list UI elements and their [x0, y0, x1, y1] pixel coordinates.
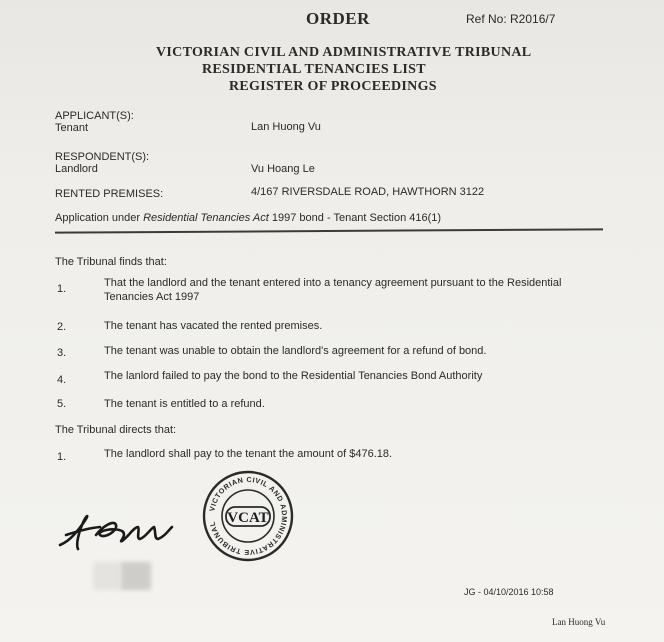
- finding-text: The lanlord failed to pay the bond to the Residential Tenancies Bond Authority: [104, 370, 483, 382]
- premises-address: 4/167 RIVERSDALE ROAD, HAWTHORN 3122: [251, 186, 485, 198]
- footer-name: Lan Huong Vu: [552, 617, 606, 627]
- act-name: Residential Tenancies Act: [143, 212, 269, 224]
- applicant-label: APPLICANT(S):: [55, 110, 134, 122]
- applicant-name: Lan Huong Vu: [251, 121, 321, 133]
- direction-text: The landlord shall pay to the tenant the amount of $476.18.: [104, 448, 393, 460]
- finding-number: 3.: [57, 347, 67, 359]
- document-title: ORDER: [306, 9, 370, 28]
- finding-text-continued: Tenancies Act 1997: [104, 291, 200, 303]
- finding-text: The tenant is entitled to a refund.: [104, 398, 265, 410]
- premises-label: RENTED PREMISES:: [55, 188, 164, 200]
- reference-number: Ref No: R2016/7: [466, 12, 556, 26]
- tribunal-list: RESIDENTIAL TENANCIES LIST: [202, 62, 426, 77]
- finding-number: 2.: [57, 321, 67, 333]
- finding-number: 5.: [57, 398, 67, 410]
- application-prefix: Application under: [55, 212, 144, 224]
- seal-center-text: VCAT: [227, 510, 269, 526]
- application-line: [55, 212, 441, 224]
- redacted-area: [121, 562, 151, 590]
- finding-number: 4.: [57, 374, 67, 386]
- vcat-seal: [200, 468, 296, 564]
- direction-number: 1.: [57, 451, 67, 463]
- respondent-role: Landlord: [55, 163, 98, 175]
- finding-number: 1.: [57, 283, 67, 295]
- redacted-area: [93, 562, 121, 590]
- signature: [56, 505, 191, 555]
- seal-ring-text: VICTORIAN CIVIL AND ADMINISTRATIVE TRIBUNAL: [207, 474, 290, 558]
- register-heading: REGISTER OF PROCEEDINGS: [229, 79, 437, 94]
- finding-text: The tenant was unable to obtain the landlord's agreement for a refund of bond.: [104, 345, 487, 357]
- finding-text: The tenant has vacated the rented premises.: [104, 320, 323, 332]
- divider-line: [55, 228, 603, 233]
- application-suffix: 1997 bond - Tenant Section 416(1): [268, 212, 442, 224]
- tribunal-name: VICTORIAN CIVIL AND ADMINISTRATIVE TRIBUNAL: [156, 45, 532, 60]
- applicant-role: Tenant: [55, 122, 89, 134]
- findings-intro: The Tribunal finds that:: [55, 256, 167, 268]
- respondent-label: RESPONDENT(S):: [55, 151, 150, 163]
- finding-text: That the landlord and the tenant entered into a tenancy agreement pursuant to the Residential: [104, 277, 562, 289]
- respondent-name: Vu Hoang Le: [251, 163, 315, 175]
- directions-intro: The Tribunal directs that:: [55, 424, 177, 436]
- timestamp-stamp: JG - 04/10/2016 10:58: [464, 587, 554, 597]
